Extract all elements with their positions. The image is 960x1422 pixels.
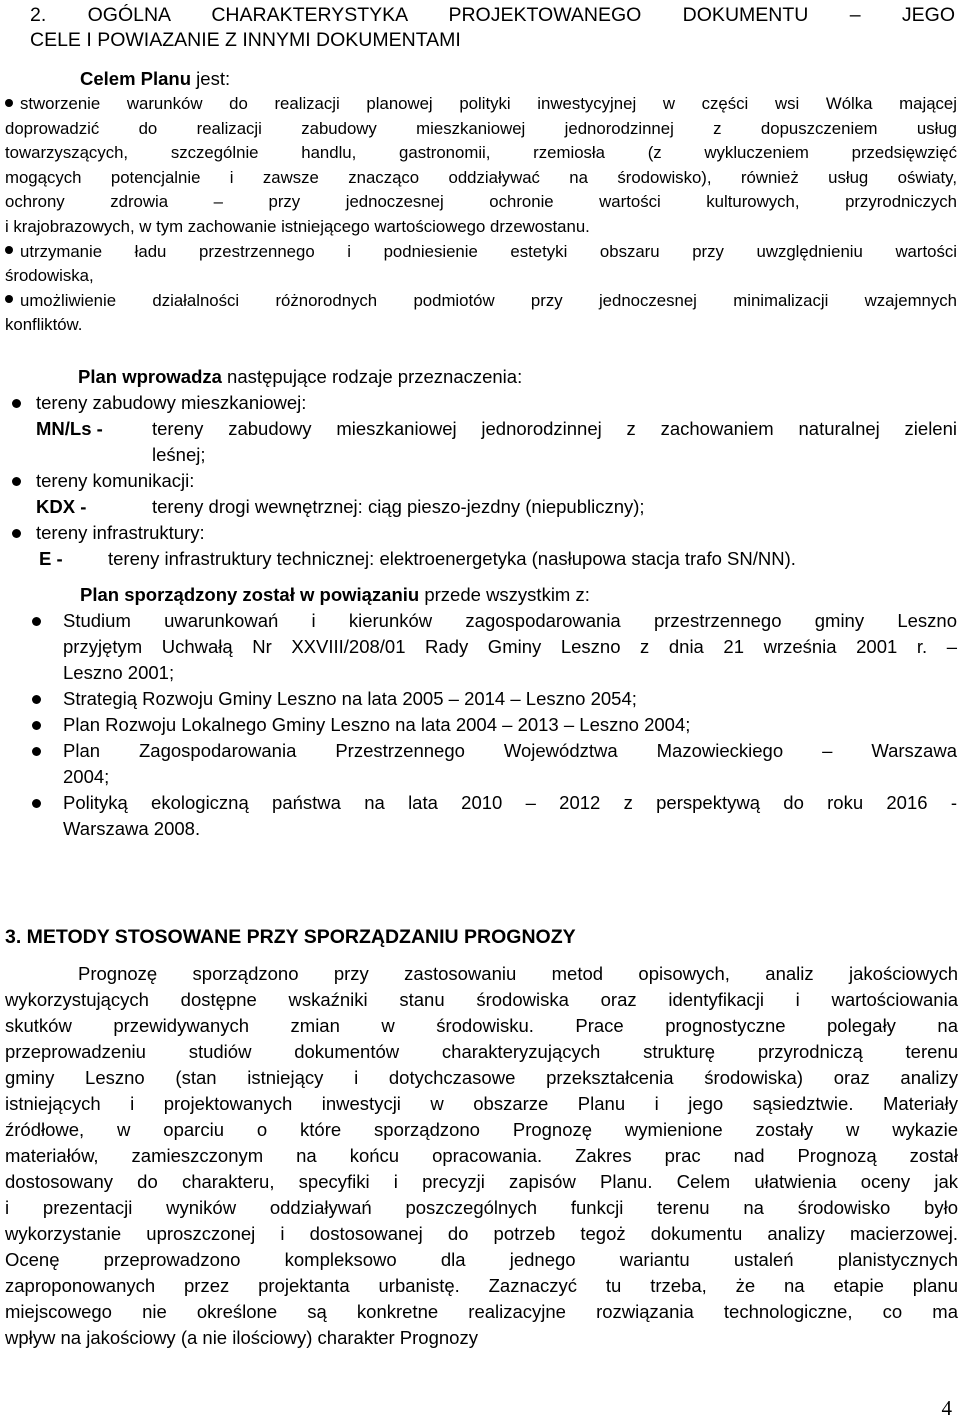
goal-bullet-text: konfliktów. xyxy=(5,315,83,335)
goal-bullet-item xyxy=(5,240,957,289)
paragraph-line: gminy Leszno (stan istniejący i dotychczasowe przekształcenia środowiska) oraz analizy xyxy=(5,1067,958,1088)
bullet-dot-icon xyxy=(32,747,41,756)
zone-description: tereny drogi wewnętrznej: ciąg pieszo-jezdny (niepubliczny); xyxy=(152,496,645,517)
zone-code: MN/Ls - xyxy=(36,418,103,439)
section-3-heading-text: 3. METODY STOSOWANE PRZY SPORZĄDZANIU PROGNOZY xyxy=(5,926,576,948)
zone-code: KDX - xyxy=(36,496,87,517)
goal-bullet-line xyxy=(5,289,957,314)
zone-description: tereny infrastruktury technicznej: elektroenergetyka (nasłupowa stacja trafo SN/NN). xyxy=(108,548,796,569)
bullet-dot-icon xyxy=(12,529,21,538)
zone-category: tereny komunikacji: xyxy=(36,470,195,491)
paragraph-line: dostosowany do charakteru, specyfiki i precyzji zapisów Planu. Celem ułatwienia oceny jak xyxy=(5,1171,958,1192)
paragraph-line: przeprowadzeniu studiów dokumentów charakteryzujących strukturę przyrodniczą terenu xyxy=(5,1041,958,1062)
zone-description: tereny zabudowy mieszkaniowej jednorodzinnej z zachowaniem naturalnej zieleni xyxy=(152,418,957,439)
bullet-dot-icon xyxy=(5,246,13,254)
related-doc-line: 2004; xyxy=(63,766,110,787)
related-doc-line: Plan Rozwoju Lokalnego Gminy Leszno na lata 2004 – 2013 – Leszno 2004; xyxy=(63,714,691,735)
goal-bullet-text: stworzenie warunków do realizacji planowej polityki inwestycyjnej w części wsi Wólka mającej xyxy=(20,94,957,113)
paragraph-line: skutków przewidywanych zmian w środowisku. Prace prognostyczne polegały na xyxy=(5,1015,958,1036)
goal-bullet-text: i krajobrazowych, w tym zachowanie istniejącego wartościowego drzewostanu. xyxy=(5,216,590,236)
related-doc-line: Warszawa 2008. xyxy=(63,818,201,839)
goal-bullet-line xyxy=(5,313,957,338)
related-doc-line: Studium uwarunkowań i kierunków zagospodarowania przestrzennego gminy Leszno xyxy=(63,610,957,631)
goal-bullet-line xyxy=(5,190,957,215)
section-2-heading-line-2: CELE I POWIAZANIE Z INNYMI DOKUMENTAMI xyxy=(30,29,461,51)
related-doc-line: przyjętym Uchwałą Nr XXVIII/208/01 Rady Gminy Leszno z dnia 21 września 2001 r. – xyxy=(63,636,957,657)
goal-label xyxy=(80,66,230,92)
zone-category: tereny infrastruktury: xyxy=(36,522,205,543)
relation-intro-bold: Plan sporządzony został w powiązaniu xyxy=(80,584,420,605)
related-doc-line: Plan Zagospodarowania Przestrzennego Województwa Mazowieckiego – Warszawa xyxy=(63,740,957,761)
goal-bullet-item xyxy=(5,92,957,240)
relation-intro-rest: przede wszystkim z: xyxy=(419,584,590,605)
goal-bullet-text: towarzyszących, szczególnie handlu, gastronomii, rzemiosła (z wykluczeniem przedsięwzięć xyxy=(5,143,957,163)
related-doc-line: Strategią Rozwoju Gminy Leszno na lata 2005 – 2014 – Leszno 2054; xyxy=(63,688,637,709)
goal-bullet-text: doprowadzić do realizacji zabudowy mieszkaniowej jednorodzinnej z dopuszczeniem usług xyxy=(5,118,957,138)
plan-intro-bold: Plan wprowadza xyxy=(78,366,222,387)
goal-bullet-line xyxy=(5,240,957,265)
goal-bullet-line xyxy=(5,141,957,166)
goal-bullet-line xyxy=(5,92,957,117)
goal-bullet-text: mogących potencjalnie i zawsze znacząco oddziaływać na środowisko), również usług oświaty, xyxy=(5,167,957,187)
goal-bullet-text: środowiska, xyxy=(5,266,94,286)
relation-intro xyxy=(80,582,590,608)
goal-bullet-line xyxy=(5,264,957,289)
goal-bullet-list xyxy=(5,92,957,338)
section-3-heading xyxy=(5,924,576,950)
section-2-heading-line-1: 2. OGÓLNA CHARAKTERYSTYKA PROJEKTOWANEGO DOKUMENTU – JEGO xyxy=(30,4,955,26)
zone-list xyxy=(0,390,960,590)
related-doc-line: Polityką ekologiczną państwa na lata 2010 – 2012 z perspektywą do roku 2016 - xyxy=(63,792,957,813)
goal-bullet-item xyxy=(5,289,957,338)
goal-label-rest: jest: xyxy=(191,68,231,89)
page-number: 4 xyxy=(941,1396,952,1420)
zone-description-cont: leśnej; xyxy=(152,444,206,465)
section-2-heading xyxy=(30,3,955,53)
bullet-dot-icon xyxy=(32,617,41,626)
bullet-dot-icon xyxy=(5,295,13,303)
paragraph-line: i prezentacji wyników oddziaływań poszczególnych funkcji terenu na środowisko było xyxy=(5,1197,958,1218)
paragraph-line: miejscowego nie określone są konkretne realizacyjne rozwiązania technologiczne, co ma xyxy=(5,1301,958,1322)
paragraph-line: wpływ na jakościowy (a nie ilościowy) charakter Prognozy xyxy=(5,1327,478,1348)
goal-bullet-line xyxy=(5,117,957,142)
goal-label-bold: Celem Planu xyxy=(80,68,192,89)
paragraph-line: Prognozę sporządzono przy zastosowaniu metod opisowych, analiz jakościowych xyxy=(78,963,958,984)
paragraph-line: zaproponowanych przez projektanta urbanistę. Zaznaczyć tu trzeba, że na etapie planu xyxy=(5,1275,958,1296)
goal-bullet-text: ochrony zdrowia – przy jednoczesnej ochronie wartości kulturowych, przyrodniczych xyxy=(5,192,957,212)
bullet-dot-icon xyxy=(12,399,21,408)
section-3-paragraph xyxy=(5,961,958,1351)
paragraph-line: wykorzystanie uproszczonej i dostosowanej do potrzeb tegoż dokumentu analizy macierzowej. xyxy=(5,1223,958,1244)
goal-bullet-line xyxy=(5,215,957,240)
paragraph-line: źródłowe, w oparciu o które sporządzono Prognozę wymienione zostały w wykazie xyxy=(5,1119,958,1140)
bullet-dot-icon xyxy=(5,99,13,107)
paragraph-line: Ocenę przeprowadzono kompleksowo dla jednego wariantu ustaleń planistycznych xyxy=(5,1249,958,1270)
bullet-dot-icon xyxy=(32,695,41,704)
zone-category: tereny zabudowy mieszkaniowej: xyxy=(36,392,307,413)
paragraph-line: wykorzystujących dostępne wskaźniki stanu środowiska oraz identyfikacji i wartościowania xyxy=(5,989,958,1010)
zone-code: E - xyxy=(39,548,63,569)
paragraph-line: istniejących i projektowanych inwestycji w obszarze Planu i jego sąsiedztwie. Materiały xyxy=(5,1093,958,1114)
goal-bullet-line xyxy=(5,166,957,191)
goal-bullet-text: umożliwienie działalności różnorodnych podmiotów przy jednoczesnej minimalizacji wzajemnych xyxy=(20,290,957,310)
bullet-dot-icon xyxy=(12,477,21,486)
paragraph-line: materiałów, zamieszczonym na końcu opracowania. Zakres prac nad Prognozą został xyxy=(5,1145,958,1166)
bullet-dot-icon xyxy=(32,799,41,808)
plan-intro xyxy=(78,364,522,390)
goal-bullet-text: utrzymanie ładu przestrzennego i podniesienie estetyki obszaru przy uwzględnieniu wartości xyxy=(20,241,957,261)
related-doc-line: Leszno 2001; xyxy=(63,662,175,683)
bullet-dot-icon xyxy=(32,721,41,730)
plan-intro-rest: następujące rodzaje przeznaczenia: xyxy=(221,366,523,387)
